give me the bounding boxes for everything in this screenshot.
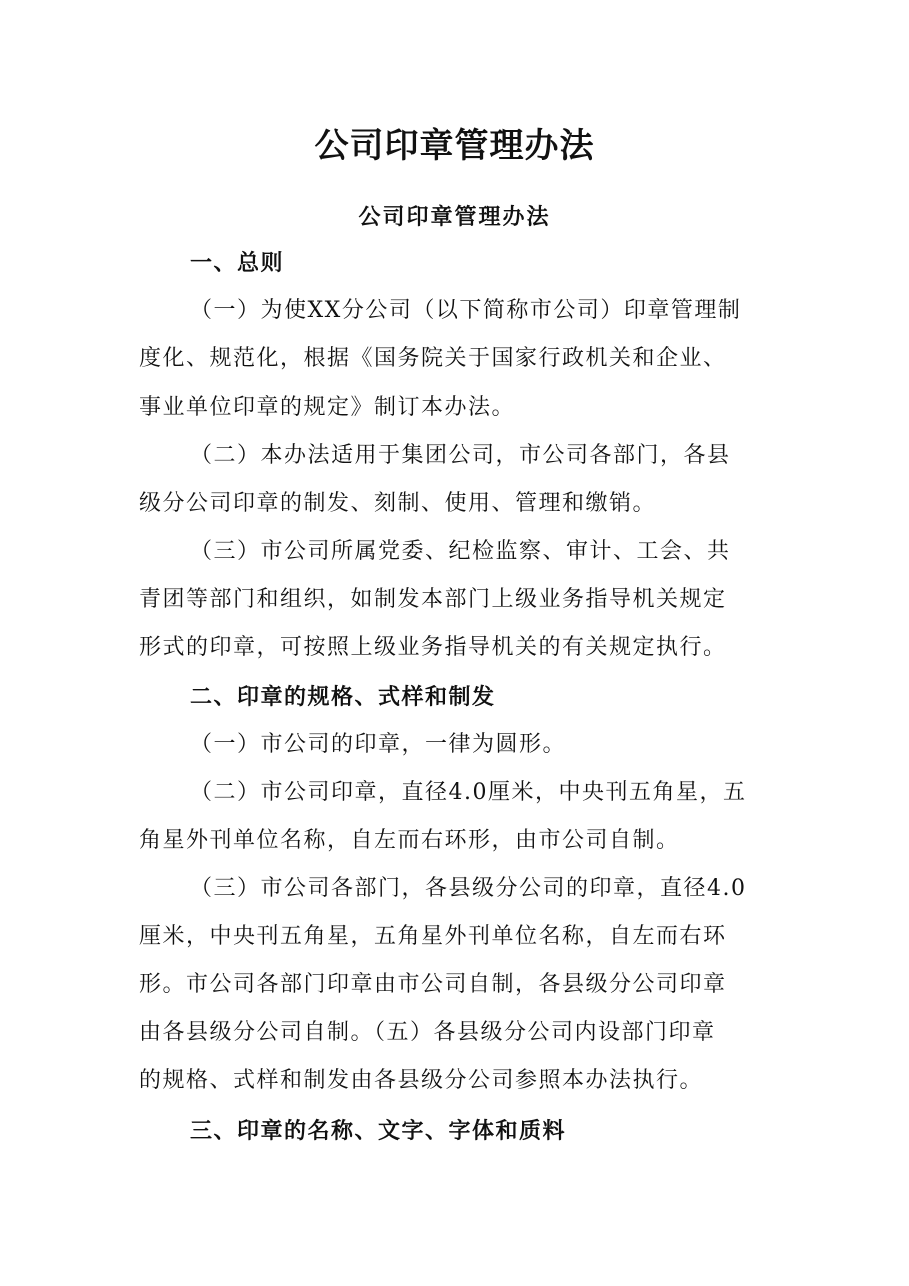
paragraph-line: 的规格、式样和制发由各县级分公司参照本办法执行。 xyxy=(139,1068,704,1093)
section-heading-3: 三、印章的名称、文字、字体和质料 xyxy=(190,1118,567,1144)
document-subtitle: 公司印章管理办法 xyxy=(358,204,551,230)
paragraph-line: （二）市公司印章，直径4.0厘米，中央刊五角星，五 xyxy=(190,780,747,805)
paragraph-line: （三）市公司所属党委、纪检监察、审计、工会、共 xyxy=(190,539,731,564)
paragraph-line: 角星外刊单位名称，自左而右环形，由市公司自制。 xyxy=(139,828,680,853)
paragraph-line: （二）本办法适用于集团公司，市公司各部门，各县 xyxy=(190,443,731,468)
paragraph-line: 级分公司印章的制发、刻制、使用、管理和缴销。 xyxy=(139,491,657,516)
paragraph-line: 厘米，中央刊五角星，五角星外刊单位名称，自左而右环 xyxy=(139,924,727,949)
section-heading-2: 二、印章的规格、式样和制发 xyxy=(190,684,496,710)
paragraph-line: 由各县级分公司自制。（五）各县级分公司内设部门印章 xyxy=(139,1020,716,1045)
paragraph-line: （一）为使XX分公司（以下简称市公司）印章管理制 xyxy=(190,298,742,323)
paragraph-line: 度化、规范化，根据《国务院关于国家行政机关和企业、 xyxy=(139,346,727,371)
paragraph-line: 形式的印章，可按照上级业务指导机关的有关规定执行。 xyxy=(139,635,727,660)
paragraph-line: 事业单位印章的规定》制订本办法。 xyxy=(139,395,516,420)
document-title: 公司印章管理办法 xyxy=(314,126,595,166)
paragraph-line: （一）市公司的印章，一律为圆形。 xyxy=(190,732,567,757)
paragraph-line: （三）市公司各部门，各县级分公司的印章，直径4.0 xyxy=(190,876,747,901)
paragraph-line: 青团等部门和组织，如制发本部门上级业务指导机关规定 xyxy=(139,587,727,612)
paragraph-line: 形。市公司各部门印章由市公司自制，各县级分公司印章 xyxy=(139,972,727,997)
section-heading-1: 一、总则 xyxy=(190,250,285,276)
